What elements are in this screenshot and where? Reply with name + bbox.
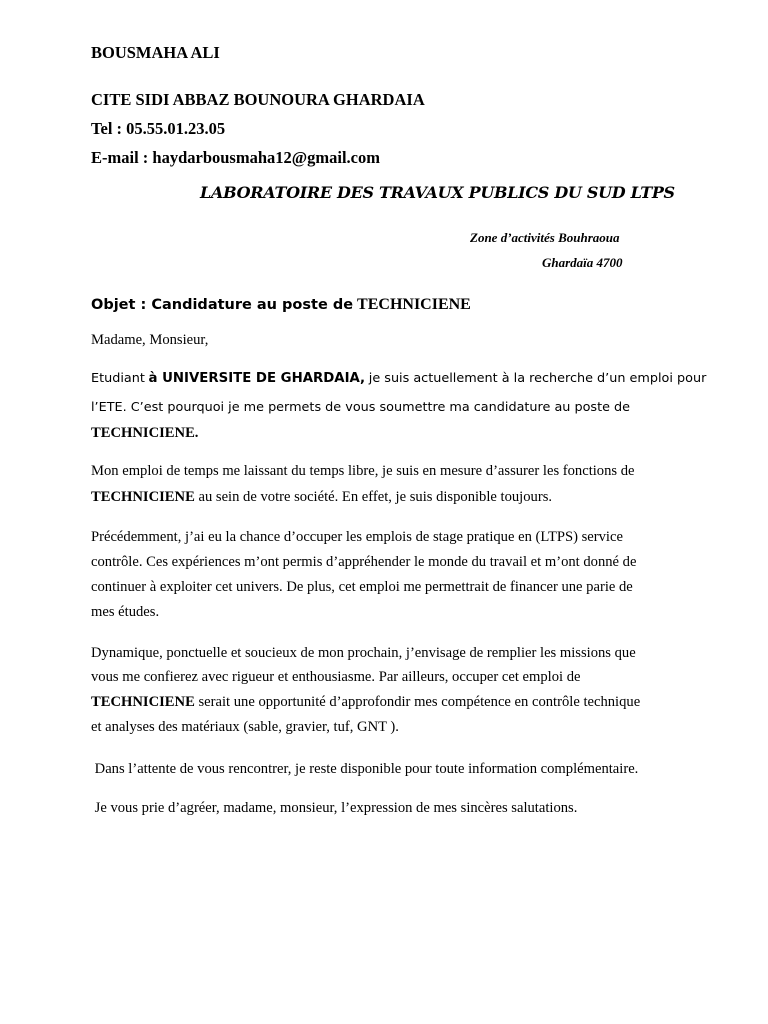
recipient-name: LABORATOIRE DES TRAVAUX PUBLICS DU SUD LTPS (200, 183, 675, 202)
sender-name: BOUSMAHA ALI (91, 43, 220, 62)
p2-position: TECHNICIENE (91, 489, 195, 505)
paragraph-4-line-4: et analyses des matériaux (sable, gravier, tuf, GNT ). (91, 719, 399, 735)
sender-phone: Tel : 05.55.01.23.05 (91, 119, 226, 138)
paragraph-3-line-1: Précédemment, j’ai eu la chance d’occuper les emplois de stage pratique en (LTPS) service (91, 529, 623, 545)
recipient-address-line2: Ghardaïa 4700 (542, 255, 623, 270)
paragraph-3-line-4: mes études. (91, 604, 160, 620)
subject-position: TECHNICIENE (357, 296, 471, 313)
subject-prefix: Objet : Candidature au poste de (91, 297, 354, 313)
sender-address: CITE SIDI ABBAZ BOUNOURA GHARDAIA (91, 90, 425, 109)
salutation: Madame, Monsieur, (91, 332, 209, 348)
paragraph-2-line-2 (91, 489, 552, 506)
subject-line (91, 296, 471, 314)
p1-position: TECHNICIENE. (91, 425, 199, 441)
paragraph-4-line-2: vous me confierez avec rigueur et enthousiasme. Par ailleurs, occuper cet emploi de (91, 669, 581, 685)
paragraph-2-line-1: Mon emploi de temps me laissant du temps libre, je suis en mesure d’assurer les fonctions de (91, 463, 635, 479)
p1-search: je suis actuellement à la recherche d’un emploi pour (368, 371, 707, 386)
paragraph-1-line-1 (91, 370, 706, 387)
paragraph-4-line-1: Dynamique, ponctuelle et soucieux de mon prochain, j’envisage de remplier les missions que (91, 645, 636, 661)
paragraph-5: Dans l’attente de vous rencontrer, je reste disponible pour toute information complémentaire. (91, 761, 639, 777)
paragraph-1-line-2: l’ETE. C’est pourquoi je me permets de vous soumettre ma candidature au poste de (91, 400, 631, 415)
paragraph-3-line-2: contrôle. Ces expériences m’ont permis d’appréhender le monde du travail et m’ont donné de (91, 554, 637, 570)
p4-position: TECHNICIENE (91, 694, 195, 710)
p1-university: à UNIVERSITE DE GHARDAIA, (148, 371, 366, 386)
paragraph-4-line-3 (91, 694, 640, 711)
sender-email: E-mail : haydarbousmaha12@gmail.com (91, 148, 380, 167)
p1-student: Etudiant (91, 371, 145, 386)
paragraph-1-line-3 (91, 425, 198, 442)
p4-rest: serait une opportunité d’approfondir mes compétence en contrôle technique (198, 694, 641, 710)
recipient-address-line1: Zone d’activités Bouhraoua (470, 230, 620, 245)
paragraph-3-line-3: continuer à exploiter cet univers. De plus, cet emploi me permettrait de financer une parie de (91, 579, 633, 595)
paragraph-6: Je vous prie d’agréer, madame, monsieur, l’expression de mes sincères salutations. (91, 800, 578, 816)
p2-rest: au sein de votre société. En effet, je suis disponible toujours. (198, 489, 553, 505)
